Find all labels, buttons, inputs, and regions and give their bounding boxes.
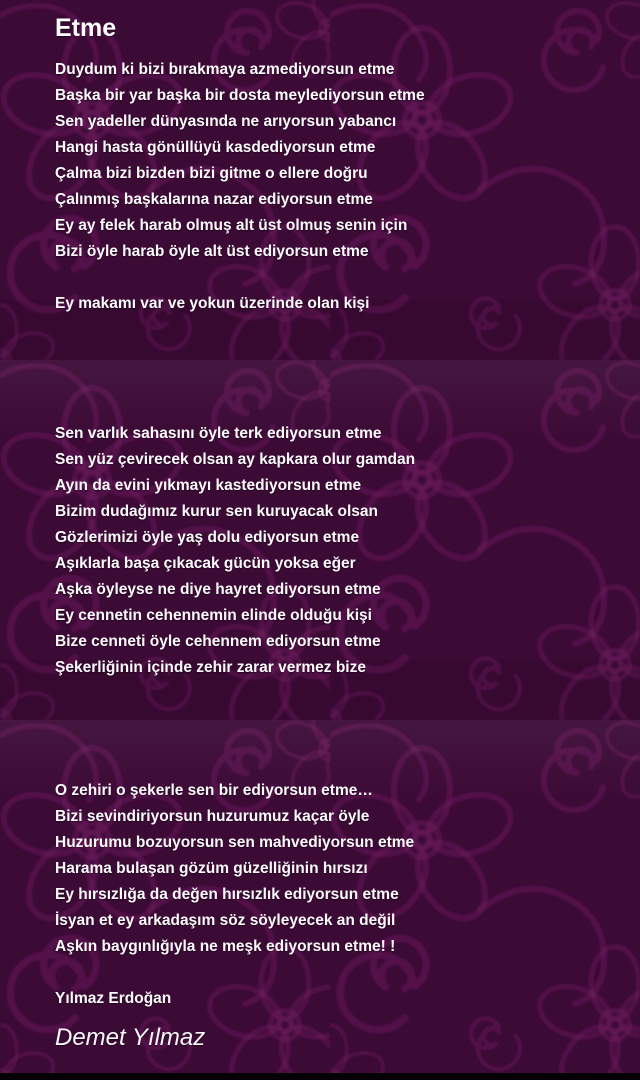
poem-line: Bize cenneti öyle cehennem ediyorsun etme xyxy=(55,633,381,650)
poem-line: Sen varlık sahasını öyle terk ediyorsun etme xyxy=(55,425,382,442)
poem-line: İsyan et ey arkadaşım söz söyleyecek an değil xyxy=(55,912,396,929)
poem-line: Ey makamı var ve yokun üzerinde olan kişi xyxy=(55,295,370,312)
poem-body xyxy=(55,57,620,960)
poem-line: Ey hırsızlığa da değen hırsızlık ediyorsun etme xyxy=(55,886,399,903)
poem-line: Bizi sevindiriyorsun huzurumuz kaçar öyle xyxy=(55,808,370,825)
poem-line: Çalınmış başkalarına nazar ediyorsun etme xyxy=(55,191,373,208)
poem-line: Bizim dudağımız kurur sen kuruyacak olsan xyxy=(55,503,379,520)
poem-line: Bizi öyle harab öyle alt üst ediyorsun etme xyxy=(55,243,369,260)
stanza xyxy=(55,291,620,317)
poem-line: O zehiri o şekerle sen bir ediyorsun etme… xyxy=(55,782,373,799)
stanza xyxy=(55,421,620,681)
stanza xyxy=(55,778,620,960)
poem-line: Ayın da evini yıkmayı kastediyorsun etme xyxy=(55,477,362,494)
poem-line: Ey cennetin cehennemin elinde olduğu kişi xyxy=(55,607,372,624)
page-title: Etme xyxy=(55,14,117,42)
poem-line: Gözlerimizi öyle yaş dolu ediyorsun etme xyxy=(55,529,360,546)
poem-line: Ey ay felek harab olmuş alt üst olmuş senin için xyxy=(55,217,408,234)
poem-line: Başka bir yar başka bir dosta meylediyorsun etme xyxy=(55,87,425,104)
poem-line: Hangi hasta gönüllüyü kasdediyorsun etme xyxy=(55,139,376,156)
poem-line: Aşkın baygınlığıyla ne meşk ediyorsun etme! ! xyxy=(55,938,396,955)
stanza xyxy=(55,57,620,265)
bottom-bar xyxy=(0,1073,640,1080)
submitter-name: Yılmaz Erdoğan xyxy=(55,990,172,1007)
poem-line: Çalma bizi bizden bizi gitme o ellere doğru xyxy=(55,165,368,182)
poem-line: Harama bulaşan gözüm güzelliğinin hırsızı xyxy=(55,860,368,877)
poem-line: Şekerliğinin içinde zehir zarar vermez bize xyxy=(55,659,366,676)
poem-line: Aşıklarla başa çıkacak gücün yoksa eğer xyxy=(55,555,356,572)
poem-line: Sen yüz çevirecek olsan ay kapkara olur gamdan xyxy=(55,451,416,468)
poem-line: Huzurumu bozuyorsun sen mahvediyorsun etme xyxy=(55,834,415,851)
poem-line: Sen yadeller dünyasında ne arıyorsun yabancı xyxy=(55,113,397,130)
poem-line: Aşka öyleyse ne diye hayret ediyorsun etme xyxy=(55,581,381,598)
poem-line: Duydum ki bizi bırakmaya azmediyorsun etme xyxy=(55,61,395,78)
author-name: Demet Yılmaz xyxy=(55,1024,206,1051)
